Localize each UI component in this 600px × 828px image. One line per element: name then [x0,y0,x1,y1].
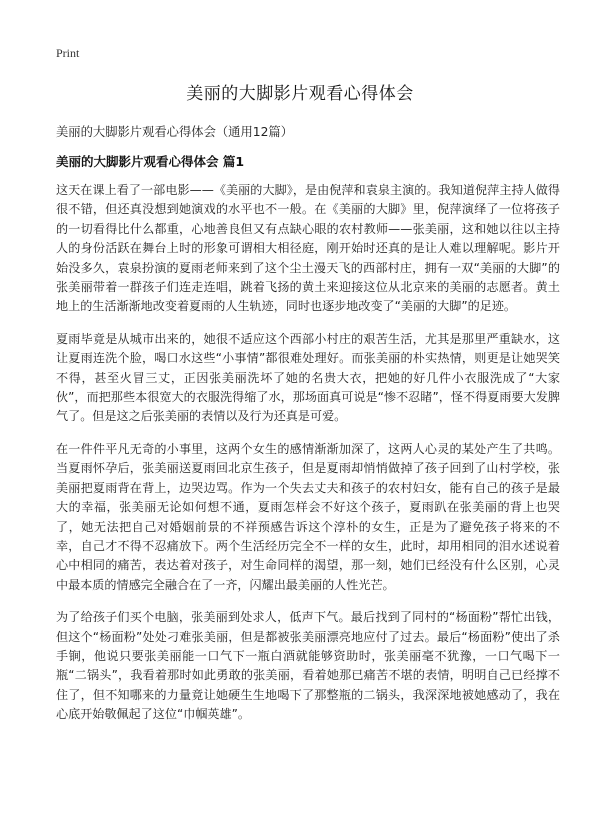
print-label[interactable]: Print [56,46,80,60]
paragraph-2: 夏雨毕竟是从城市出来的，她很不适应这个西部小村庄的艰苦生活，尤其是那里严重缺水，这让夏雨连洗个脸，喝口水这些“小事情”都很难处理好。而张美丽的朴实热情，则更是让她哭笑不得，甚至火冒三丈，正因张美丽洗坏了她的名贵大衣，把她的好几件小衣服洗成了“大家伙”，而把那些本很宽大的衣服洗得缩了水，那场面真可说是“惨不忍睹”，怪不得夏雨要大发脾气了。但是这之后张美丽的表情以及行为还真是可爱。 [56,331,560,424]
paragraph-1: 这天在课上看了一部电影——《美丽的大脚》，是由倪萍和袁泉主演的。我知道倪萍主持人做得很不错，但还真没想到她演戏的水平也不一般。在《美丽的大脚》里，倪萍演绎了一位将孩子的一切看得比什么都重，心地善良但又有点缺心眼的农村教师——张美丽，这和她以往以主持人的身份活跃在舞台上时的形象可谓相大相径庭，刚开始时还真的是让人难以理解呢。影片开始没多久，袁泉扮演的夏雨老师来到了这个尘土漫天飞的西部村庄，拥有一双“美丽的大脚”的张美丽带着一群孩子们连走连唱，跳着飞扬的黄土来迎接这位从北京来的美丽的志愿者。黄土地上的生活渐渐地改变着夏雨的人生轨迹，同时也逐步地改变了“美丽的大脚”的足迹。 [56,183,560,314]
article-body [56,181,560,738]
paragraph-4: 为了给孩子们买个电脑，张美丽到处求人，低声下气。最后找到了同村的“杨面粉”帮忙出钱，但这个“杨面粉”处处刁难张美丽，但是都被张美丽漂亮地应付了过去。最后“杨面粉”使出了杀手锏，他说只要张美丽能一口气下一瓶白酒就能够资助时，张美丽毫不犹豫，一口气喝下一瓶“二锅头”，我看着那时如此勇敢的张美丽，看着她那已痛苦不堪的表情，明明自己已经撑不住了，但不知哪来的力量竟让她硬生生地喝下了那整瓶的二锅头，我深深地被她感动了，我在心底开始敬佩起了这位“巾帼英雄”。 [56,610,560,722]
paragraph-3: 在一件件平凡无奇的小事里，这两个女生的感情渐渐加深了，这两人心灵的某处产生了共鸣。当夏雨怀孕后，张美丽送夏雨回北京生孩子，但是夏雨却悄悄做掉了孩子回到了山村学校，张美丽把夏雨背在背上，边哭边骂。作为一个失去丈夫和孩子的农村妇女，能有自己的孩子是最大的幸福，张美丽无论如何想不通，夏雨怎样会不好这个孩子，夏雨趴在张美丽的背上也哭了，她无法把自己对婚姻前景的不祥预感告诉这个淳朴的女生，正是为了避免孩子将来的不幸，自己才不得不忍痛放下。两个生活经历完全不一样的女生，此时，却用相同的泪水述说着心中相同的痛苦，表达着对孩子，对生命同样的渴望，那一刻，她们已经没有什么区别，心灵中最本质的情感完全融合在了一齐，闪耀出最美丽的人性光芒。 [56,441,560,592]
section-heading: 美丽的大脚影片观看心得体会 篇1 [56,154,245,169]
document-subtitle: 美丽的大脚影片观看心得体会（通用12篇） [56,125,293,139]
page-title: 美丽的大脚影片观看心得体会 [186,84,414,104]
